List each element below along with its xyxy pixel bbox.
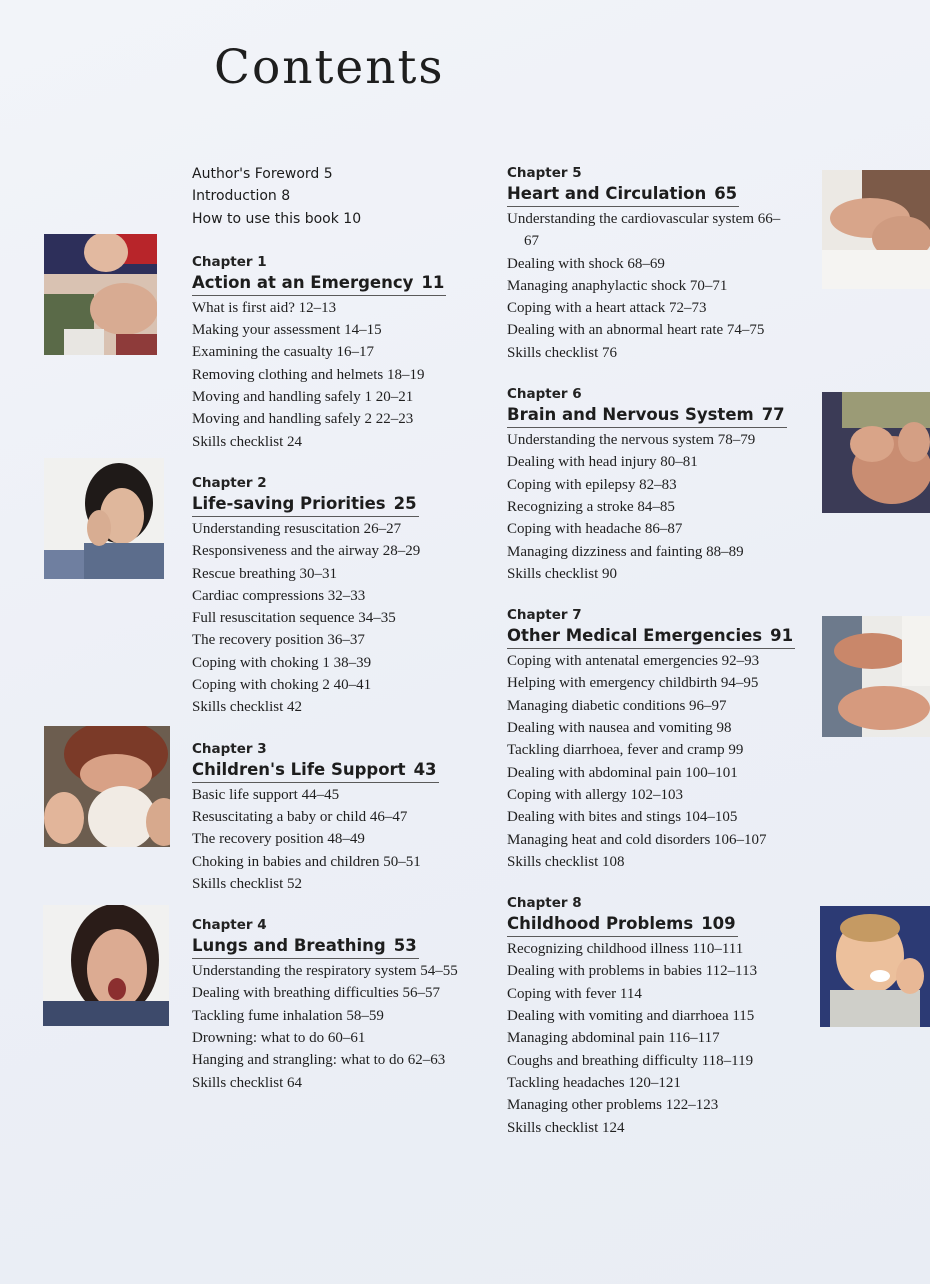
photo-airway-check [44, 234, 157, 355]
toc-entry[interactable]: Cardiac compressions 32–33 [192, 587, 366, 604]
chapter-4 [192, 915, 482, 1094]
toc-entry[interactable]: Dealing with abdominal pain 100–101 [507, 764, 738, 781]
chapter-8 [507, 893, 797, 1139]
chapter-2 [192, 473, 482, 719]
toc-entry[interactable]: Hanging and strangling: what to do 62–63 [192, 1052, 446, 1069]
toc-entry[interactable]: Dealing with bites and stings 104–105 [507, 809, 738, 826]
toc-entry[interactable]: Recognizing childhood illness 110–111 [507, 941, 744, 958]
chapter-page: 25 [393, 493, 417, 513]
toc-entry[interactable]: Understanding the cardiovascular system 66–67 [507, 211, 781, 250]
chapter-title[interactable] [507, 913, 738, 937]
toc-entry[interactable]: Skills checklist 42 [192, 699, 302, 716]
page-title: Contents [214, 40, 445, 95]
toc-entry[interactable]: Resuscitating a baby or child 46–47 [192, 808, 408, 825]
toc-entry[interactable]: Tackling fume inhalation 58–59 [192, 1007, 384, 1024]
chapter-label: Chapter 2 [192, 474, 267, 491]
toc-entry[interactable]: Coping with antenatal emergencies 92–93 [507, 653, 760, 670]
chapter-6 [507, 384, 797, 585]
toc-entry[interactable]: Dealing with problems in babies 112–113 [507, 963, 758, 980]
photo-pulse-check [822, 170, 930, 289]
toc-entry[interactable]: How to use this book 10 [192, 210, 362, 227]
toc-entry[interactable]: Dealing with shock 68–69 [507, 255, 665, 272]
toc-entry[interactable]: Coping with choking 2 40–41 [192, 677, 372, 694]
toc-entry[interactable]: Author's Foreword 5 [192, 166, 333, 182]
toc-entry[interactable]: Introduction 8 [192, 188, 291, 205]
intro-list [192, 163, 482, 230]
photo-child-illness [820, 906, 930, 1027]
chapter-title[interactable] [507, 404, 787, 428]
toc-entry[interactable]: Coping with headache 86–87 [507, 521, 683, 538]
toc-entry[interactable]: Tackling headaches 120–121 [507, 1074, 681, 1091]
chapter-page: 109 [701, 914, 736, 934]
toc-entry[interactable]: Understanding resuscitation 26–27 [192, 520, 402, 537]
toc-entry[interactable]: What is first aid? 12–13 [192, 299, 337, 316]
toc-entry[interactable]: Choking in babies and children 50–51 [192, 853, 421, 870]
chapter-title-text: Lungs and Breathing [192, 936, 386, 956]
chapter-3 [192, 739, 482, 895]
chapter-title[interactable] [192, 272, 446, 296]
toc-right-column [507, 163, 797, 1159]
toc-entry[interactable]: Recognizing a stroke 84–85 [507, 498, 675, 515]
toc-entry[interactable]: Coughs and breathing difficulty 118–119 [507, 1052, 754, 1069]
toc-left-column [192, 163, 482, 1114]
toc-entry[interactable]: Rescue breathing 30–31 [192, 565, 337, 582]
chapter-page: 53 [393, 936, 417, 956]
chapter-1 [192, 252, 482, 453]
chapter-title-text: Brain and Nervous System [507, 405, 754, 425]
chapter-7 [507, 605, 797, 873]
chapter-title-text: Childhood Problems [507, 914, 694, 934]
toc-entry[interactable]: Skills checklist 108 [507, 853, 625, 870]
chapter-title[interactable] [507, 183, 739, 207]
toc-entry[interactable]: Skills checklist 64 [192, 1074, 302, 1091]
toc-entry[interactable]: Understanding the respiratory system 54–55 [192, 963, 458, 980]
toc-entry[interactable]: Helping with emergency childbirth 94–95 [507, 675, 759, 692]
toc-entry[interactable]: Dealing with vomiting and diarrhoea 115 [507, 1008, 755, 1025]
chapter-label: Chapter 7 [507, 607, 582, 624]
chapter-label: Chapter 1 [192, 253, 267, 270]
toc-entry[interactable]: Dealing with an abnormal heart rate 74–75 [507, 322, 765, 339]
toc-entry[interactable]: Skills checklist 76 [507, 344, 617, 361]
toc-entry[interactable]: Making your assessment 14–15 [192, 322, 382, 339]
toc-entry[interactable]: Dealing with head injury 80–81 [507, 454, 698, 471]
chapter-page: 65 [714, 184, 738, 203]
chapter-5 [507, 163, 797, 364]
toc-entry[interactable]: Skills checklist 124 [507, 1119, 625, 1136]
toc-entry[interactable]: Coping with a heart attack 72–73 [507, 300, 707, 317]
chapter-title-text: Children's Life Support [192, 759, 406, 779]
chapter-page: 43 [413, 759, 437, 779]
chapter-title[interactable] [192, 759, 439, 783]
toc-entry[interactable]: Managing other problems 122–123 [507, 1097, 719, 1114]
toc-entry[interactable]: Skills checklist 52 [192, 875, 302, 892]
chapter-title[interactable] [192, 935, 419, 959]
toc-entry[interactable]: Managing diabetic conditions 96–97 [507, 697, 727, 714]
chapter-title-text: Other Medical Emergencies [507, 626, 763, 646]
toc-entry[interactable]: Coping with fever 114 [507, 985, 642, 1002]
toc-entry[interactable]: Managing heat and cold disorders 106–107 [507, 831, 767, 848]
toc-entry[interactable]: Responsiveness and the airway 28–29 [192, 543, 421, 560]
toc-entry[interactable]: Examining the casualty 16–17 [192, 344, 375, 361]
toc-entry[interactable]: Skills checklist 90 [507, 565, 617, 582]
photo-infant-resuscitation [44, 726, 170, 847]
chapter-title-text: Life-saving Priorities [192, 493, 386, 513]
chapter-title[interactable] [192, 493, 419, 517]
photo-hand-care [822, 616, 930, 737]
toc-entry[interactable]: Coping with choking 1 38–39 [192, 654, 372, 671]
chapter-label: Chapter 8 [507, 895, 582, 912]
chapter-title[interactable] [507, 625, 795, 649]
toc-entry[interactable]: Basic life support 44–45 [192, 786, 340, 803]
toc-entry[interactable]: Understanding the nervous system 78–79 [507, 432, 756, 449]
chapter-title-text: Action at an Emergency [192, 272, 414, 292]
chapter-label: Chapter 4 [192, 917, 267, 934]
toc-entry[interactable]: Dealing with breathing difficulties 56–57 [192, 985, 441, 1002]
toc-entry[interactable]: Coping with epilepsy 82–83 [507, 476, 677, 493]
photo-head-injury [822, 392, 930, 513]
photo-breathing-difficulty [43, 905, 169, 1026]
chapter-label: Chapter 3 [192, 740, 267, 757]
chapter-title-text: Heart and Circulation [507, 184, 707, 203]
toc-entry[interactable]: The recovery position 36–37 [192, 632, 365, 649]
toc-entry[interactable]: Managing anaphylactic shock 70–71 [507, 277, 728, 294]
chapter-label: Chapter 5 [507, 165, 582, 181]
toc-entry[interactable]: Tackling diarrhoea, fever and cramp 99 [507, 742, 744, 759]
toc-entry[interactable]: Coping with allergy 102–103 [507, 786, 683, 803]
chapter-page: 77 [761, 405, 785, 425]
toc-entry[interactable]: Moving and handling safely 2 22–23 [192, 411, 414, 428]
toc-entry[interactable]: Moving and handling safely 1 20–21 [192, 389, 414, 406]
toc-entry[interactable]: Drowning: what to do 60–61 [192, 1030, 366, 1047]
toc-entry[interactable]: Managing abdominal pain 116–117 [507, 1030, 720, 1047]
chapter-label: Chapter 6 [507, 386, 582, 403]
toc-entry[interactable]: Managing dizziness and fainting 88–89 [507, 543, 744, 560]
photo-phone-call [44, 458, 164, 579]
toc-entry[interactable]: Dealing with nausea and vomiting 98 [507, 720, 732, 737]
toc-entry[interactable]: Removing clothing and helmets 18–19 [192, 366, 425, 383]
chapter-page: 91 [770, 626, 794, 646]
toc-entry[interactable]: Skills checklist 24 [192, 433, 302, 450]
chapter-page: 11 [421, 272, 445, 292]
toc-entry[interactable]: The recovery position 48–49 [192, 831, 365, 848]
toc-entry[interactable]: Full resuscitation sequence 34–35 [192, 610, 396, 627]
